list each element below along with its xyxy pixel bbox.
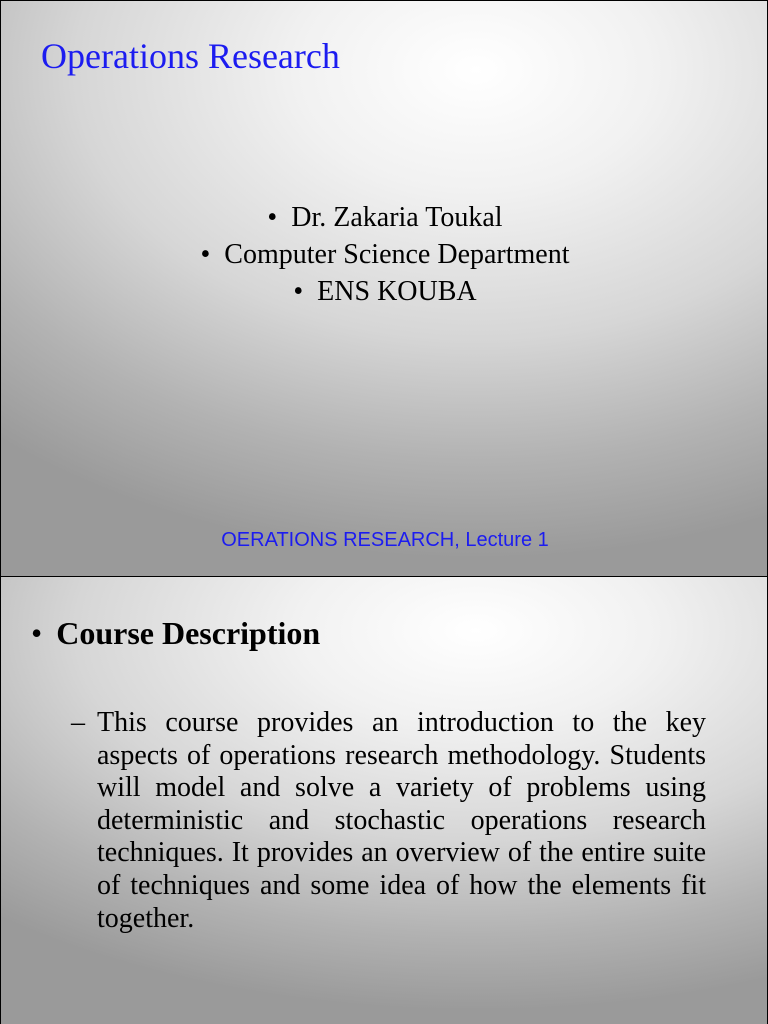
course-description: This course provides an introduction to the key aspects of operations research methodology. Students will model and solve a variety of problems using deterministic and stochastic operations research techniques. It provides an overview of the entire suite of techniques and some idea of how the elements fit together.	[97, 707, 706, 934]
department: • Computer Science Department	[1, 236, 768, 273]
slide-2	[0, 576, 768, 1024]
presenter-name: • Dr. Zakaria Toukal	[1, 199, 768, 236]
slide-title: Operations Research	[41, 36, 340, 76]
presenter-info-list	[1, 199, 768, 310]
heading-text: Course Description	[56, 615, 321, 651]
dash-bullet: –	[71, 707, 85, 738]
bullet-icon: •	[31, 615, 43, 651]
slide-footer: OERATIONS RESEARCH, Lecture 1	[221, 529, 549, 551]
institution: • ENS KOUBA	[1, 273, 768, 310]
section-heading	[31, 615, 320, 652]
